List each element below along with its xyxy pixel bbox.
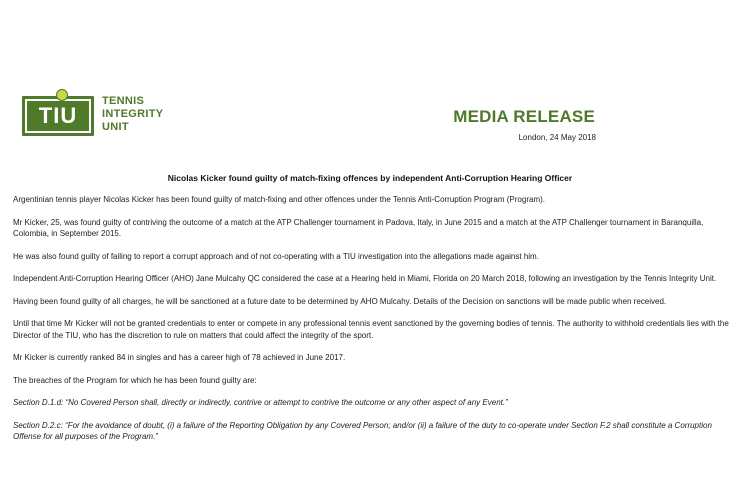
paragraph: Having been found guilty of all charges, he will be sanctioned at a future date to be determined by AHO Mulcahy. Details of the Decision on sanctions will be made public when received. (13, 296, 667, 306)
paragraph: Independent Anti-Corruption Hearing Officer (AHO) Jane Mulcahy QC considered the case at a Hearing held in Miami, Florida on 20 March 2018, following an investigation by the Tennis Integrity Unit. (13, 274, 717, 283)
paragraph: Argentinian tennis player Nicolas Kicker has been found guilty of match-fixing and other offences under the Tennis Anti-Corruption Program (Program). (13, 195, 545, 204)
quoted-section: Section D.2.c: “For the avoidance of doubt, (i) a failure of the Reporting Obligation by any Covered Person; and/or (ii) a failure of the duty to co-operate under Section F.2 shall constitute a Corruption Offense for all purposes of the Program.” (13, 420, 712, 441)
dateline: London, 24 May 2018 (518, 133, 596, 142)
logo-line-3: UNIT (102, 121, 129, 133)
body-text (13, 194, 729, 454)
headline: Nicolas Kicker found guilty of match-fixing offences by independent Anti-Corruption Hearing Officer (167, 173, 573, 183)
page-title: MEDIA RELEASE (453, 107, 595, 126)
logo-line-2: INTEGRITY (102, 108, 164, 120)
paragraph: Mr Kicker is currently ranked 84 in singles and has a career high of 78 achieved in June 2017. (13, 353, 346, 362)
quoted-section: Section D.1.d: “No Covered Person shall, directly or indirectly, contrive or attempt to contrive the outcome or any other aspect of any Event.” (13, 398, 508, 407)
paragraph: Until that time Mr Kicker will not be granted credentials to enter or compete in any professional tennis event sanctioned by the governing bodies of tennis. The authority to withhold credentials lies with the Director of the TIU, who has the discretion to rule on matters that could affect the integrity of the sport. (13, 319, 729, 340)
paragraph: He was also found guilty of failing to report a corrupt approach and of not co-operating with a TIU investigation into the allegations made against him. (13, 251, 539, 261)
logo-wordmark (102, 95, 192, 134)
logo-line-1: TENNIS (102, 95, 145, 107)
logo-mark (22, 96, 94, 136)
tennis-ball-icon (56, 89, 68, 101)
paragraph: The breaches of the Program for which he has been found guilty are: (13, 375, 257, 385)
paragraph: Mr Kicker, 25, was found guilty of contriving the outcome of a match at the ATP Challenger tournament in Padova, Italy, in June 2015 and a match at the ATP Challenger tournament in Baranquilla, Colombia, in September 2015. (13, 217, 704, 238)
tiu-logo (22, 93, 182, 143)
logo-mark-text: TIU (25, 99, 91, 133)
